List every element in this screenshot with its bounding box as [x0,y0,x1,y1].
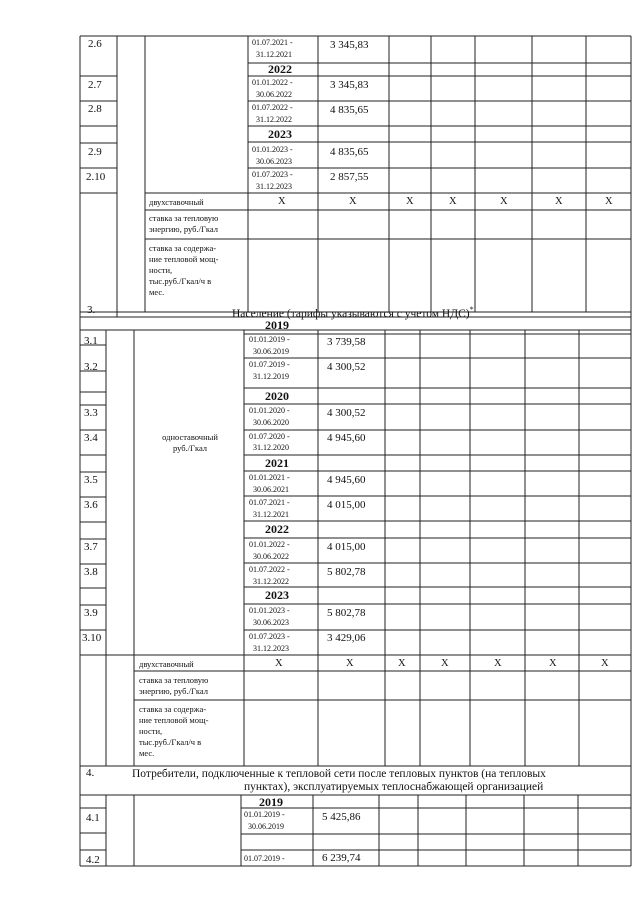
period-start: 01.07.2022 - [249,565,290,574]
period-start: 01.07.2019 - [249,360,290,369]
row-number: 3.1 [84,335,98,347]
tariff-value: 6 239,74 [322,852,361,864]
footnote-mark: * [469,305,474,314]
tariff-value: 3 345,83 [330,39,369,51]
year-heading: 2019 [265,318,289,332]
period-end: 30.06.2020 [253,418,289,427]
tariff-value: 3 739,58 [327,336,366,348]
x-mark: X [549,658,557,669]
period-end: 30.06.2019 [248,822,284,831]
period-end: 30.06.2023 [253,618,289,627]
period-end: 31.12.2022 [253,577,289,586]
row-number: 3.8 [84,566,98,578]
period-start: 01.07.2021 - [249,498,290,507]
year-heading: 2023 [268,127,292,141]
row-number: 3.7 [84,541,98,553]
row-number: 3.4 [84,432,98,444]
tariff-value: 4 835,65 [330,146,369,158]
x-mark: X [406,196,414,207]
two-part-label: двухставочный [149,197,204,207]
year-heading: 2020 [265,389,289,403]
rate-power-label-line: мес. [149,287,165,297]
period-start: 01.01.2020 - [249,406,290,415]
two-part-label: двухставочный [139,659,194,669]
tariff-value: 5 802,78 [327,566,366,578]
x-mark: X [441,658,449,669]
rate-power-label-line: мес. [139,748,155,758]
period-start: 01.01.2023 - [249,606,290,615]
tariff-value: 4 300,52 [327,407,366,419]
period-end: 31.12.2021 [256,50,292,59]
x-mark: X [278,196,286,207]
rate-energy-label-line: ставка за тепловую [139,675,209,685]
rate-energy-label-line: энергию, руб./Гкал [139,686,208,696]
section-title-line: пунктах), эксплуатируемых теплоснабжающей организацией [244,781,544,793]
row-number: 2.10 [86,171,106,183]
tariff-value: 5 802,78 [327,607,366,619]
year-heading: 2023 [265,588,289,602]
period-start: 01.07.2020 - [249,432,290,441]
rate-power-label-line: ние тепловой мощ- [139,715,209,725]
period-start: 01.07.2021 - [252,38,293,47]
tariff-value: 4 945,60 [327,474,366,486]
x-mark: X [346,658,354,669]
period-end: 31.12.2019 [253,372,289,381]
rate-power-label-line: ставка за содержа- [139,704,207,714]
period-end: 30.06.2022 [256,90,292,99]
period-end: 31.12.2022 [256,115,292,124]
row-number: 3.9 [84,607,98,619]
section-title-line: Потребители, подключенные к тепловой сети после тепловых пунктов (на тепловых [132,768,546,780]
tariff-value: 3 345,83 [330,79,369,91]
row-number: 2.8 [88,103,102,115]
period-start: 01.01.2019 - [244,810,285,819]
x-mark: X [398,658,406,669]
rate-power-label-line: тыс.руб./Гкал/ч в [149,276,212,286]
period-end: 30.06.2019 [253,347,289,356]
x-mark: X [500,196,508,207]
period-end: 30.06.2023 [256,157,292,166]
period-end: 31.12.2020 [253,443,289,452]
row-number: 3.2 [84,361,98,373]
period-start: 01.01.2019 - [249,335,290,344]
period-end: 31.12.2023 [256,182,292,191]
x-mark: X [449,196,457,207]
single-part-label: одноставочный [162,432,218,442]
rate-power-label-line: ности, [139,726,163,736]
period-start: 01.07.2023 - [249,632,290,641]
period-start: 01.01.2023 - [252,145,293,154]
year-heading: 2022 [265,522,289,536]
period-start: 01.01.2022 - [252,78,293,87]
x-mark: X [601,658,609,669]
tariff-value: 5 425,86 [322,811,361,823]
section-title-text: Население (тарифы указываются с учетом НДС) [232,307,470,320]
row-number: 4.2 [86,854,100,866]
tariff-value: 4 945,60 [327,432,366,444]
year-heading: 2021 [265,456,289,470]
section-number: 4. [86,767,95,779]
row-number: 2.6 [88,38,102,50]
rate-power-label-line: ние тепловой мощ- [149,254,219,264]
period-start: 01.01.2022 - [249,540,290,549]
row-number: 3.5 [84,474,98,486]
period-end: 31.12.2021 [253,510,289,519]
x-mark: X [605,196,613,207]
tariff-value: 4 835,65 [330,104,369,116]
row-number: 2.7 [88,79,102,91]
row-number: 3.3 [84,407,98,419]
period-end: 30.06.2021 [253,485,289,494]
row-number: 3.6 [84,499,98,511]
tariff-value: 3 429,06 [327,632,366,644]
x-mark: X [349,196,357,207]
row-number: 4.1 [86,812,100,824]
rate-power-label-line: тыс.руб./Гкал/ч в [139,737,202,747]
rate-energy-label-line: энергию, руб./Гкал [149,224,218,234]
year-heading: 2019 [259,795,283,809]
x-mark: X [555,196,563,207]
period-end: 30.06.2022 [253,552,289,561]
section-number: 3. [87,304,96,316]
x-mark: X [275,658,283,669]
year-heading: 2022 [268,62,292,76]
period-end: 31.12.2023 [253,644,289,653]
row-number: 2.9 [88,146,102,158]
rate-power-label-line: ности, [149,265,173,275]
period-start: 01.07.2022 - [252,103,293,112]
period-start: 01.07.2019 - [244,854,285,863]
period-start: 01.01.2021 - [249,473,290,482]
period-start: 01.07.2023 - [252,170,293,179]
tariff-value: 2 857,55 [330,171,369,183]
rate-energy-label-line: ставка за тепловую [149,213,219,223]
single-part-unit: руб./Гкал [172,443,208,453]
tariff-value: 4 015,00 [327,499,366,511]
tariff-value: 4 015,00 [327,541,366,553]
rate-power-label-line: ставка за содержа- [149,243,217,253]
tariff-value: 4 300,52 [327,361,366,373]
x-mark: X [494,658,502,669]
row-number: 3.10 [82,632,102,644]
